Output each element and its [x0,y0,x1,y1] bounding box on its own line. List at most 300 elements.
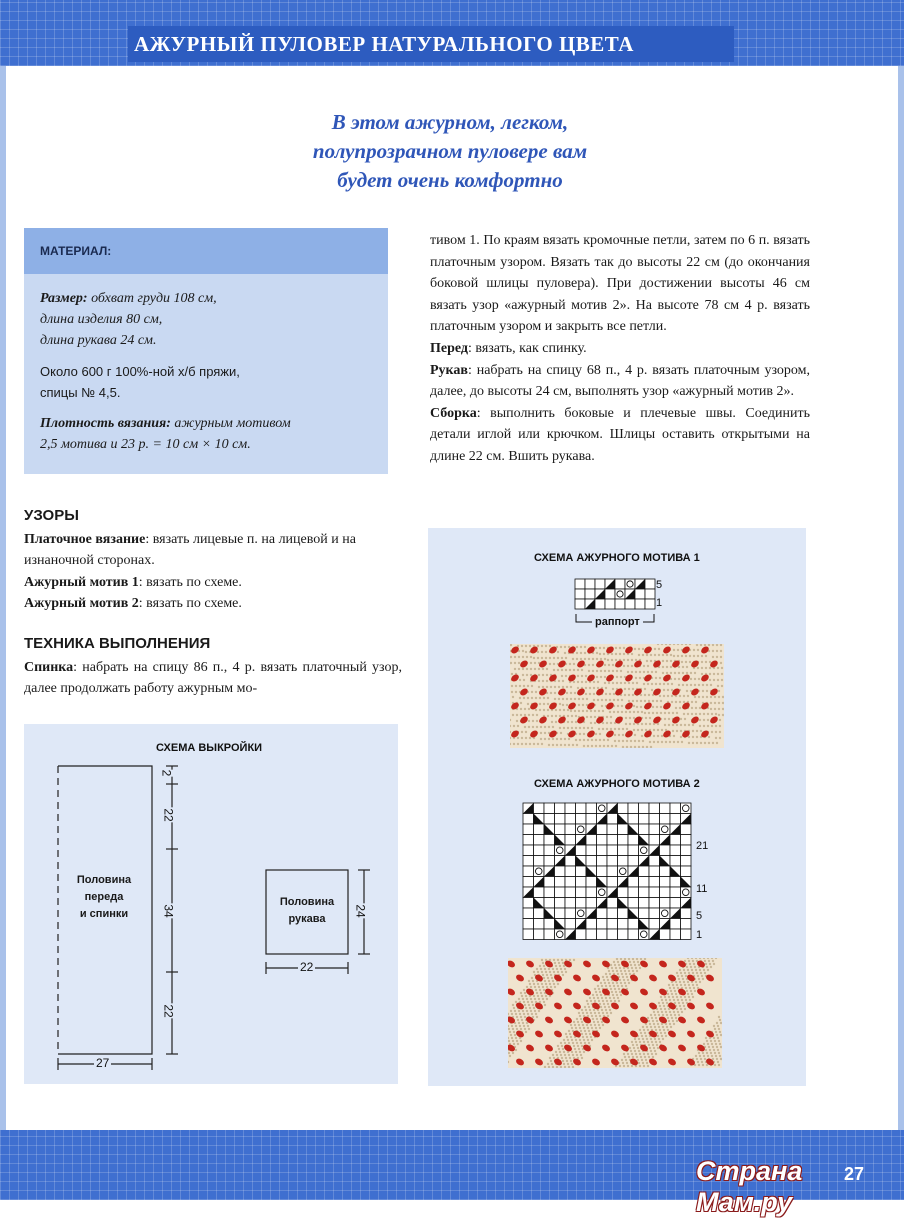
lace-texture [573,663,575,665]
chart-cell [628,919,639,930]
lace-texture [697,655,699,657]
lace-texture [600,982,602,984]
lace-texture [623,659,625,661]
lace-texture [566,692,568,694]
motif2-row-1: 1 [696,929,703,941]
lace-texture [637,1047,639,1049]
lace-texture [714,1064,716,1066]
lace-texture [639,1029,641,1031]
lace-texture [588,1006,590,1008]
lace-texture [612,688,614,690]
lace-texture [638,1050,640,1052]
lace-texture [658,1014,660,1016]
lace-texture [600,670,602,672]
chart-cell [523,835,534,846]
lace-texture [617,973,619,975]
lace-texture [590,716,592,718]
motif1-title: СХЕМА АЖУРНОГО МОТИВА 1 [534,552,700,564]
lace-texture [718,1016,720,1018]
lace-texture [570,698,572,700]
lace-texture [660,706,662,708]
lace-texture [705,1037,707,1039]
lace-texture [690,684,692,686]
lace-texture [686,672,688,674]
lace-texture [566,704,568,706]
lace-texture [678,678,680,680]
lace-texture [676,730,678,732]
lace-texture [558,686,560,688]
lace-texture [531,1013,533,1015]
lace-texture [522,674,524,676]
lace-texture [666,1014,668,1016]
lace-texture [566,1060,568,1062]
lace-texture [696,984,698,986]
lace-texture [698,1064,700,1066]
lace-texture [553,657,555,659]
lace-texture [622,728,624,730]
lace-texture [613,997,615,999]
lace-texture [613,693,615,695]
lace-texture [638,654,640,656]
lace-texture [637,729,639,731]
lace-texture [610,1012,612,1014]
chart-cell [534,908,545,919]
lace-texture [591,739,593,741]
lace-texture [546,668,548,670]
lace-texture [707,1043,709,1045]
lace-texture [527,685,529,687]
lace-texture [632,1056,634,1058]
chart-cell [565,835,576,846]
lace-texture [606,1000,608,1002]
lace-texture [584,646,586,648]
lace-texture [619,1065,621,1067]
lace-texture [561,1057,563,1059]
lace-texture [668,712,670,714]
lace-texture [575,1051,577,1053]
lace-texture [654,1038,656,1040]
lace-texture [672,730,674,732]
lace-texture [599,1015,601,1017]
lace-texture [593,681,595,683]
chart-cell [605,589,615,599]
lace-texture [687,981,689,983]
chart-cell [586,856,597,867]
lace-texture [542,962,544,964]
chart-cell [607,929,618,940]
lace-texture [648,712,650,714]
lace-texture [585,681,587,683]
lace-texture [702,690,704,692]
lace-texture [514,1034,516,1036]
lace-texture [660,1032,662,1034]
chart-cell [607,866,618,877]
lace-texture [657,741,659,743]
lace-texture [603,745,605,747]
lace-texture [655,671,657,673]
lace-texture [719,737,721,739]
lace-texture [690,966,692,968]
lace-texture [714,696,716,698]
lace-texture [517,1019,519,1021]
lace-texture [628,700,630,702]
lace-texture [647,683,649,685]
lace-texture [565,657,567,659]
lace-texture [590,1024,592,1026]
lace-texture [575,715,577,717]
lace-texture [611,967,613,969]
lace-texture [546,680,548,682]
lace-texture [680,730,682,732]
lace-texture [660,700,662,702]
lace-texture [542,998,544,1000]
lace-texture [625,711,627,713]
lace-texture [706,684,708,686]
lace-texture [521,1019,523,1021]
lace-texture [568,1054,570,1056]
lace-texture [634,648,636,650]
lace-texture [677,999,679,1001]
lace-texture [715,1031,717,1033]
lace-texture [552,744,554,746]
lace-texture [577,687,579,689]
lace-texture [583,1039,585,1041]
lace-texture [691,969,693,971]
lace-texture [540,968,542,970]
lace-texture [602,722,604,724]
lace-texture [688,972,690,974]
lace-texture [673,741,675,743]
chart-cell [586,898,597,909]
lace-texture [581,681,583,683]
lace-texture [587,745,589,747]
lace-texture [597,985,599,987]
chart-cell [534,919,545,930]
lace-texture [671,701,673,703]
lace-texture [650,1026,652,1028]
lace-texture [668,724,670,726]
lace-texture [550,1060,552,1062]
lace-texture [521,743,523,745]
chart-cell [635,599,645,609]
lace-texture [641,1059,643,1061]
lace-texture [698,684,700,686]
lace-texture [602,728,604,730]
lace-texture [564,1054,566,1056]
lace-texture [649,1047,651,1049]
chart-cell [565,908,576,919]
lace-texture [522,668,524,670]
lace-texture [601,699,603,701]
front-text: : вязать, как спинку. [468,340,587,356]
lace-texture [543,977,545,979]
lace-texture [537,971,539,973]
lace-texture [511,673,513,675]
lace-texture [574,698,576,700]
lace-texture [623,979,625,981]
lace-texture [548,744,550,746]
lace-texture [597,1021,599,1023]
lace-texture [690,678,692,680]
lace-texture [573,669,575,671]
lace-texture [712,1046,714,1048]
lace-texture [603,979,605,981]
lace-texture [609,693,611,695]
material-box [24,228,388,474]
lace-texture [628,970,630,972]
lace-texture [624,970,626,972]
lace-texture [671,683,673,685]
lace-texture [684,960,686,962]
lace-texture [579,1027,581,1029]
lace-texture [518,656,520,658]
lace-texture [675,981,677,983]
lace-texture [570,1036,572,1038]
lace-texture [703,725,705,727]
lace-texture [688,984,690,986]
lace-texture [712,742,714,744]
lace-texture [617,711,619,713]
lace-texture [594,1024,596,1026]
lace-texture [601,985,603,987]
lace-texture [618,728,620,730]
lace-texture [607,979,609,981]
lace-texture [686,990,688,992]
lace-texture [623,653,625,655]
lace-texture [600,1018,602,1020]
back-continued: тивом 1. По краям вязать кромочные петли, затем по 6 п. вязать платочным узором. Вязать так до высоты 22 см (до окончания боковой шлицы пуловера). При достижении высоты 46 см вязать узор «ажурный мотив 2». На высоте 78 см 4 р. вязать платочным узором и закрыть все петли. [430,233,810,335]
lace-texture [655,1017,657,1019]
lace-texture [544,980,546,982]
lace-texture [535,989,537,991]
chart-cell [555,898,566,909]
lace-texture [598,710,600,712]
lace-texture [685,999,687,1001]
lace-texture [603,739,605,741]
lace-texture [605,1009,607,1011]
lace-texture [636,682,638,684]
chart-cell [555,866,566,877]
lace-texture [636,970,638,972]
size-text: обхват груди 108 см, [91,291,217,306]
chart-cell [670,835,681,846]
lace-texture [533,657,535,659]
lace-texture [633,723,635,725]
lace-texture [629,961,631,963]
lace-texture [691,993,693,995]
lace-texture [553,971,555,973]
lace-texture [670,666,672,668]
chart-cell [576,877,587,888]
lace-texture [634,740,636,742]
lace-texture [655,683,657,685]
lace-texture [667,683,669,685]
lace-texture [674,990,676,992]
lace-texture [530,998,532,1000]
lace-texture [568,744,570,746]
lace-texture [620,982,622,984]
chart-cell [523,919,534,930]
lace-texture [564,968,566,970]
chart-cell [681,919,692,930]
lace-texture [572,1054,574,1056]
motif1-text: : вязать по схеме. [138,574,242,590]
lace-texture [581,675,583,677]
lace-texture [607,745,609,747]
lace-texture [586,1000,588,1002]
lace-texture [657,1023,659,1025]
chart-cell [618,845,629,856]
lace-texture [642,1026,644,1028]
lace-texture [599,991,601,993]
lace-texture [586,716,588,718]
lace-texture [695,1055,697,1057]
lace-texture [655,1029,657,1031]
lace-texture [557,1045,559,1047]
lace-texture [571,721,573,723]
lace-texture [562,974,564,976]
lace-texture [525,1031,527,1033]
lace-texture [580,658,582,660]
lace-texture [594,1012,596,1014]
lace-texture [716,1022,718,1024]
chart-cell [523,866,534,877]
lace-texture [683,969,685,971]
lace-texture [608,1006,610,1008]
lace-texture [711,713,713,715]
chart-cell [523,824,534,835]
lace-texture [546,986,548,988]
lace-texture [624,682,626,684]
chart-cell [639,803,650,814]
lace-texture [691,713,693,715]
lace-texture [663,689,665,691]
lace-texture [682,672,684,674]
lace-texture [650,660,652,662]
lace-texture [575,721,577,723]
lace-texture [610,716,612,718]
lace-texture [583,727,585,729]
lace-texture [659,1005,661,1007]
lace-texture [532,720,534,722]
page-number: 27 [844,1164,865,1184]
lace-texture [536,992,538,994]
lace-texture [588,1042,590,1044]
lace-texture [571,1051,573,1053]
lace-texture [651,1017,653,1019]
lace-texture [624,688,626,690]
lace-texture [563,709,565,711]
lace-texture [550,974,552,976]
density-text: ажурным мотивом [174,416,291,431]
lace-texture [515,1001,517,1003]
lace-texture [614,728,616,730]
lace-texture [525,645,527,647]
lace-texture [589,997,591,999]
watermark-logo: Страна Мам.ру [696,1156,803,1217]
lace-texture [606,728,608,730]
lace-texture [662,666,664,668]
lace-texture [661,729,663,731]
lace-texture [605,973,607,975]
lace-texture [629,973,631,975]
garter-text: : вязать лицевые п. на лицевой и на изнаночной сторонах. [24,531,356,569]
lace-texture [649,741,651,743]
lace-texture [609,985,611,987]
lace-texture [631,1053,633,1055]
lace-texture [647,665,649,667]
lace-texture [592,664,594,666]
lace-texture [528,714,530,716]
lace-texture [675,993,677,995]
lace-texture [578,1024,580,1026]
lace-texture [539,709,541,711]
lace-texture [552,726,554,728]
lace-texture [595,991,597,993]
lace-texture [647,1065,649,1067]
lace-texture [588,664,590,666]
lace-texture [641,723,643,725]
lace-texture [699,725,701,727]
motif-panel [428,528,806,1086]
sleeve-label: Рукав [430,362,468,378]
lace-texture [526,668,528,670]
lace-texture [634,734,636,736]
lace-texture [516,1028,518,1030]
lace-texture [656,706,658,708]
lace-texture [563,1051,565,1053]
lace-texture [668,1020,670,1022]
needles-line: спицы № 4,5. [40,385,121,400]
lace-texture [667,695,669,697]
lace-texture [689,999,691,1001]
chart-cell [544,919,555,930]
lace-texture [558,698,560,700]
lace-texture [531,691,533,693]
lace-texture [568,1042,570,1044]
lace-texture [576,1042,578,1044]
garter-paragraph [24,529,402,572]
motif2-paragraph [24,593,402,615]
lace-texture [654,1026,656,1028]
chart-cell [586,929,597,940]
lace-texture [537,743,539,745]
chart-cell [618,929,629,940]
lace-texture [618,964,620,966]
lace-texture [719,725,721,727]
lace-texture [589,1009,591,1011]
lace-texture [703,969,705,971]
lace-texture [671,695,673,697]
lace-texture [694,696,696,698]
lace-texture [546,974,548,976]
chart-cell [649,866,660,877]
lace-texture [599,733,601,735]
lace-texture [654,654,656,656]
lace-texture [657,1047,659,1049]
lace-texture [542,674,544,676]
lace-texture [678,1002,680,1004]
lace-texture [596,676,598,678]
lace-texture [634,964,636,966]
lace-texture [721,679,723,681]
lace-texture [530,656,532,658]
lace-texture [642,740,644,742]
lace-texture [676,996,678,998]
lace-texture [710,966,712,968]
lace-texture [652,706,654,708]
lace-texture [570,710,572,712]
